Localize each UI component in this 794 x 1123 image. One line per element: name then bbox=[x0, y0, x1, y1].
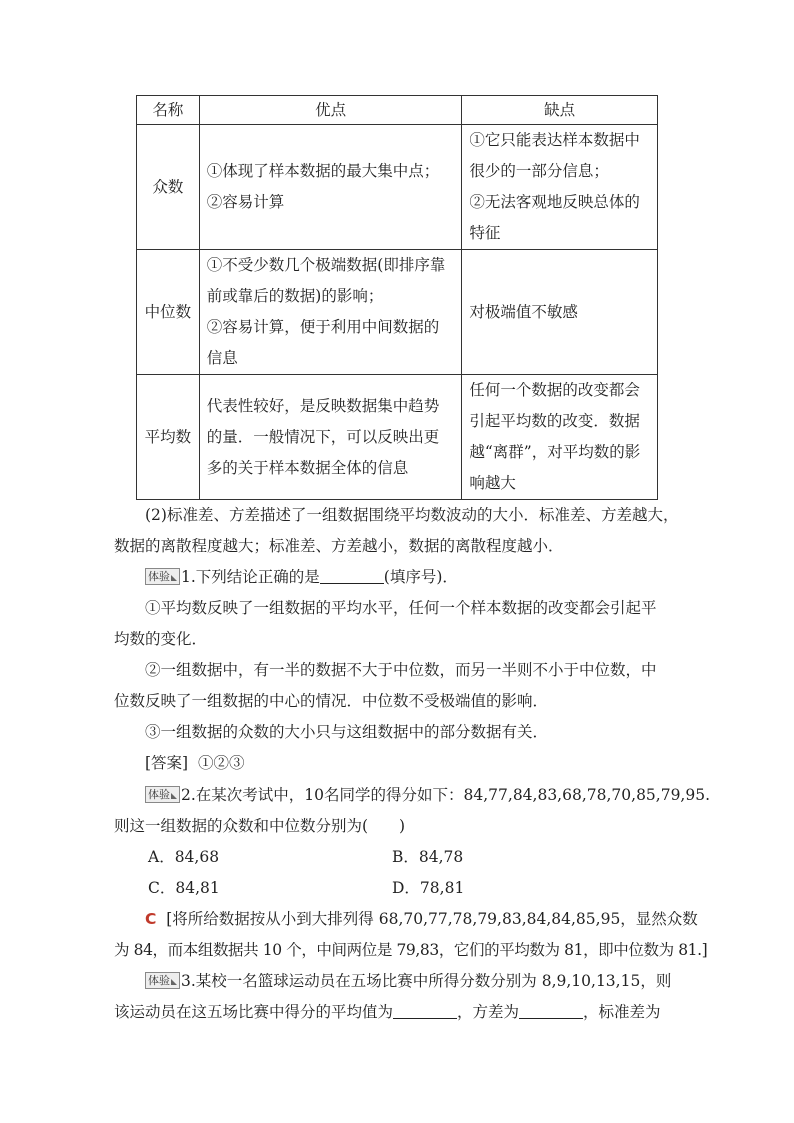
statement-1-line2: 均数的变化． bbox=[114, 630, 208, 648]
row-pros-mode bbox=[199, 125, 462, 250]
row-name-mode: 众数 bbox=[137, 125, 200, 250]
statement-2-line2: 位数反映了一组数据的中心的情况．中位数不受极端值的影响． bbox=[114, 692, 549, 710]
question-3-text: 3.某校一名篮球运动员在五场比赛中所得分数分别为 8,9,10,13,15，则 bbox=[181, 972, 672, 990]
table-row bbox=[137, 375, 658, 500]
table-header-pros: 优点 bbox=[199, 96, 462, 125]
cell-line: 多的关于样本数据全体的信息 bbox=[206, 458, 409, 477]
question-2-text: 2.在某次考试中，10名同学的得分如下：84,77,84,83,68,78,70,85,79,95. bbox=[181, 786, 711, 804]
cell-line: ①不受少数几个极端数据(即排序靠 bbox=[206, 256, 446, 274]
question-2-line1 bbox=[145, 780, 715, 811]
exercise-tag-icon: 体验 bbox=[145, 568, 180, 585]
table-header-name: 名称 bbox=[137, 96, 200, 125]
question-1 bbox=[145, 562, 715, 593]
answer-blank bbox=[393, 1002, 457, 1019]
exercise-tag-icon: 体验 bbox=[145, 972, 180, 989]
cell-line: ①体现了样本数据的最大集中点； bbox=[206, 162, 440, 180]
cell-line: 信息 bbox=[206, 349, 238, 367]
comparison-table bbox=[136, 95, 658, 500]
cell-line: ②无法客观地反映总体的 bbox=[469, 193, 640, 211]
question-2-line2: 则这一组数据的众数和中位数分别为( ) bbox=[114, 817, 406, 835]
question-1-suffix: (填序号)． bbox=[383, 568, 458, 586]
question-3-line2 bbox=[114, 997, 684, 1028]
option-a: A．84,68 bbox=[148, 848, 220, 866]
solution-line2: 为 84，而本组数据共 10 个，中间两位是 79,83，它们的平均数为 81，即中位数为 81.] bbox=[114, 941, 708, 959]
row-pros-median bbox=[199, 250, 462, 375]
row-name-mean: 平均数 bbox=[137, 375, 200, 500]
solution-line1 bbox=[145, 904, 715, 935]
question-3-text-c: ，标准差为 bbox=[583, 1003, 661, 1021]
answer-line bbox=[145, 748, 715, 779]
cell-line: 对极端值不敏感 bbox=[469, 302, 578, 321]
answer-blank bbox=[519, 1002, 583, 1019]
paragraph-std-dev-line2: 数据的离散程度越大；标准差、方差越小，数据的离散程度越小． bbox=[114, 537, 564, 555]
cell-line: 特征 bbox=[469, 224, 501, 242]
cell-line: 很少的一部分信息； bbox=[469, 162, 609, 180]
table-row bbox=[137, 125, 658, 250]
row-cons-mean bbox=[462, 375, 658, 500]
statement-3: ③一组数据的众数的大小只与这组数据中的部分数据有关． bbox=[145, 723, 549, 741]
table-row bbox=[137, 250, 658, 375]
table-header-row bbox=[137, 96, 658, 125]
answer-blank bbox=[320, 567, 384, 584]
table-header-cons: 缺点 bbox=[462, 96, 658, 125]
cell-line: 越“离群”，对平均数的影 bbox=[469, 443, 641, 461]
cell-line: 任何一个数据的改变都会 bbox=[469, 381, 640, 399]
exercise-tag-icon: 体验 bbox=[145, 786, 180, 803]
statement-1-line1: ①平均数反映了一组数据的平均水平，任何一个样本数据的改变都会引起平 bbox=[145, 599, 657, 617]
cell-line: 前或靠后的数据)的影响； bbox=[206, 287, 384, 305]
cell-line: ①它只能表达样本数据中 bbox=[469, 131, 640, 149]
answer-label: [答案] bbox=[145, 754, 189, 772]
row-cons-median bbox=[462, 250, 658, 375]
option-b: B．84,78 bbox=[392, 848, 464, 866]
row-pros-mean bbox=[199, 375, 462, 500]
paragraph-std-dev-line1: (2)标准差、方差描述了一组数据围绕平均数波动的大小．标准差、方差越大， bbox=[145, 506, 679, 524]
cell-line: 的量．一般情况下，可以反映出更 bbox=[206, 427, 440, 446]
cell-line: 响越大 bbox=[469, 474, 516, 492]
cell-line: ②容易计算，便于利用中间数据的 bbox=[206, 318, 440, 336]
row-cons-mode bbox=[462, 125, 658, 250]
statement-2-line1: ②一组数据中，有一半的数据不大于中位数，而另一半则不小于中位数，中 bbox=[145, 661, 657, 679]
question-3-text-a: 该运动员在这五场比赛中得分的平均值为 bbox=[114, 1003, 394, 1021]
option-d: D．78,81 bbox=[392, 879, 465, 897]
question-3-text-b: ，方差为 bbox=[457, 1003, 520, 1021]
cell-line: ②容易计算 bbox=[206, 193, 285, 211]
cell-line: 代表性较好，是反映数据集中趋势 bbox=[206, 396, 440, 415]
question-1-text: 1.下列结论正确的是 bbox=[181, 568, 320, 586]
row-name-median: 中位数 bbox=[137, 250, 200, 375]
option-c: C．84,81 bbox=[148, 879, 220, 897]
question-3-line1 bbox=[145, 966, 715, 997]
cell-line: 引起平均数的改变．数据 bbox=[469, 412, 640, 430]
solution-text: [将所给数据按从小到大排列得 68,70,77,78,79,83,84,84,85,95，显然众数 bbox=[166, 910, 698, 928]
answer-value: ①②③ bbox=[197, 754, 245, 772]
solution-letter: C bbox=[145, 910, 157, 928]
